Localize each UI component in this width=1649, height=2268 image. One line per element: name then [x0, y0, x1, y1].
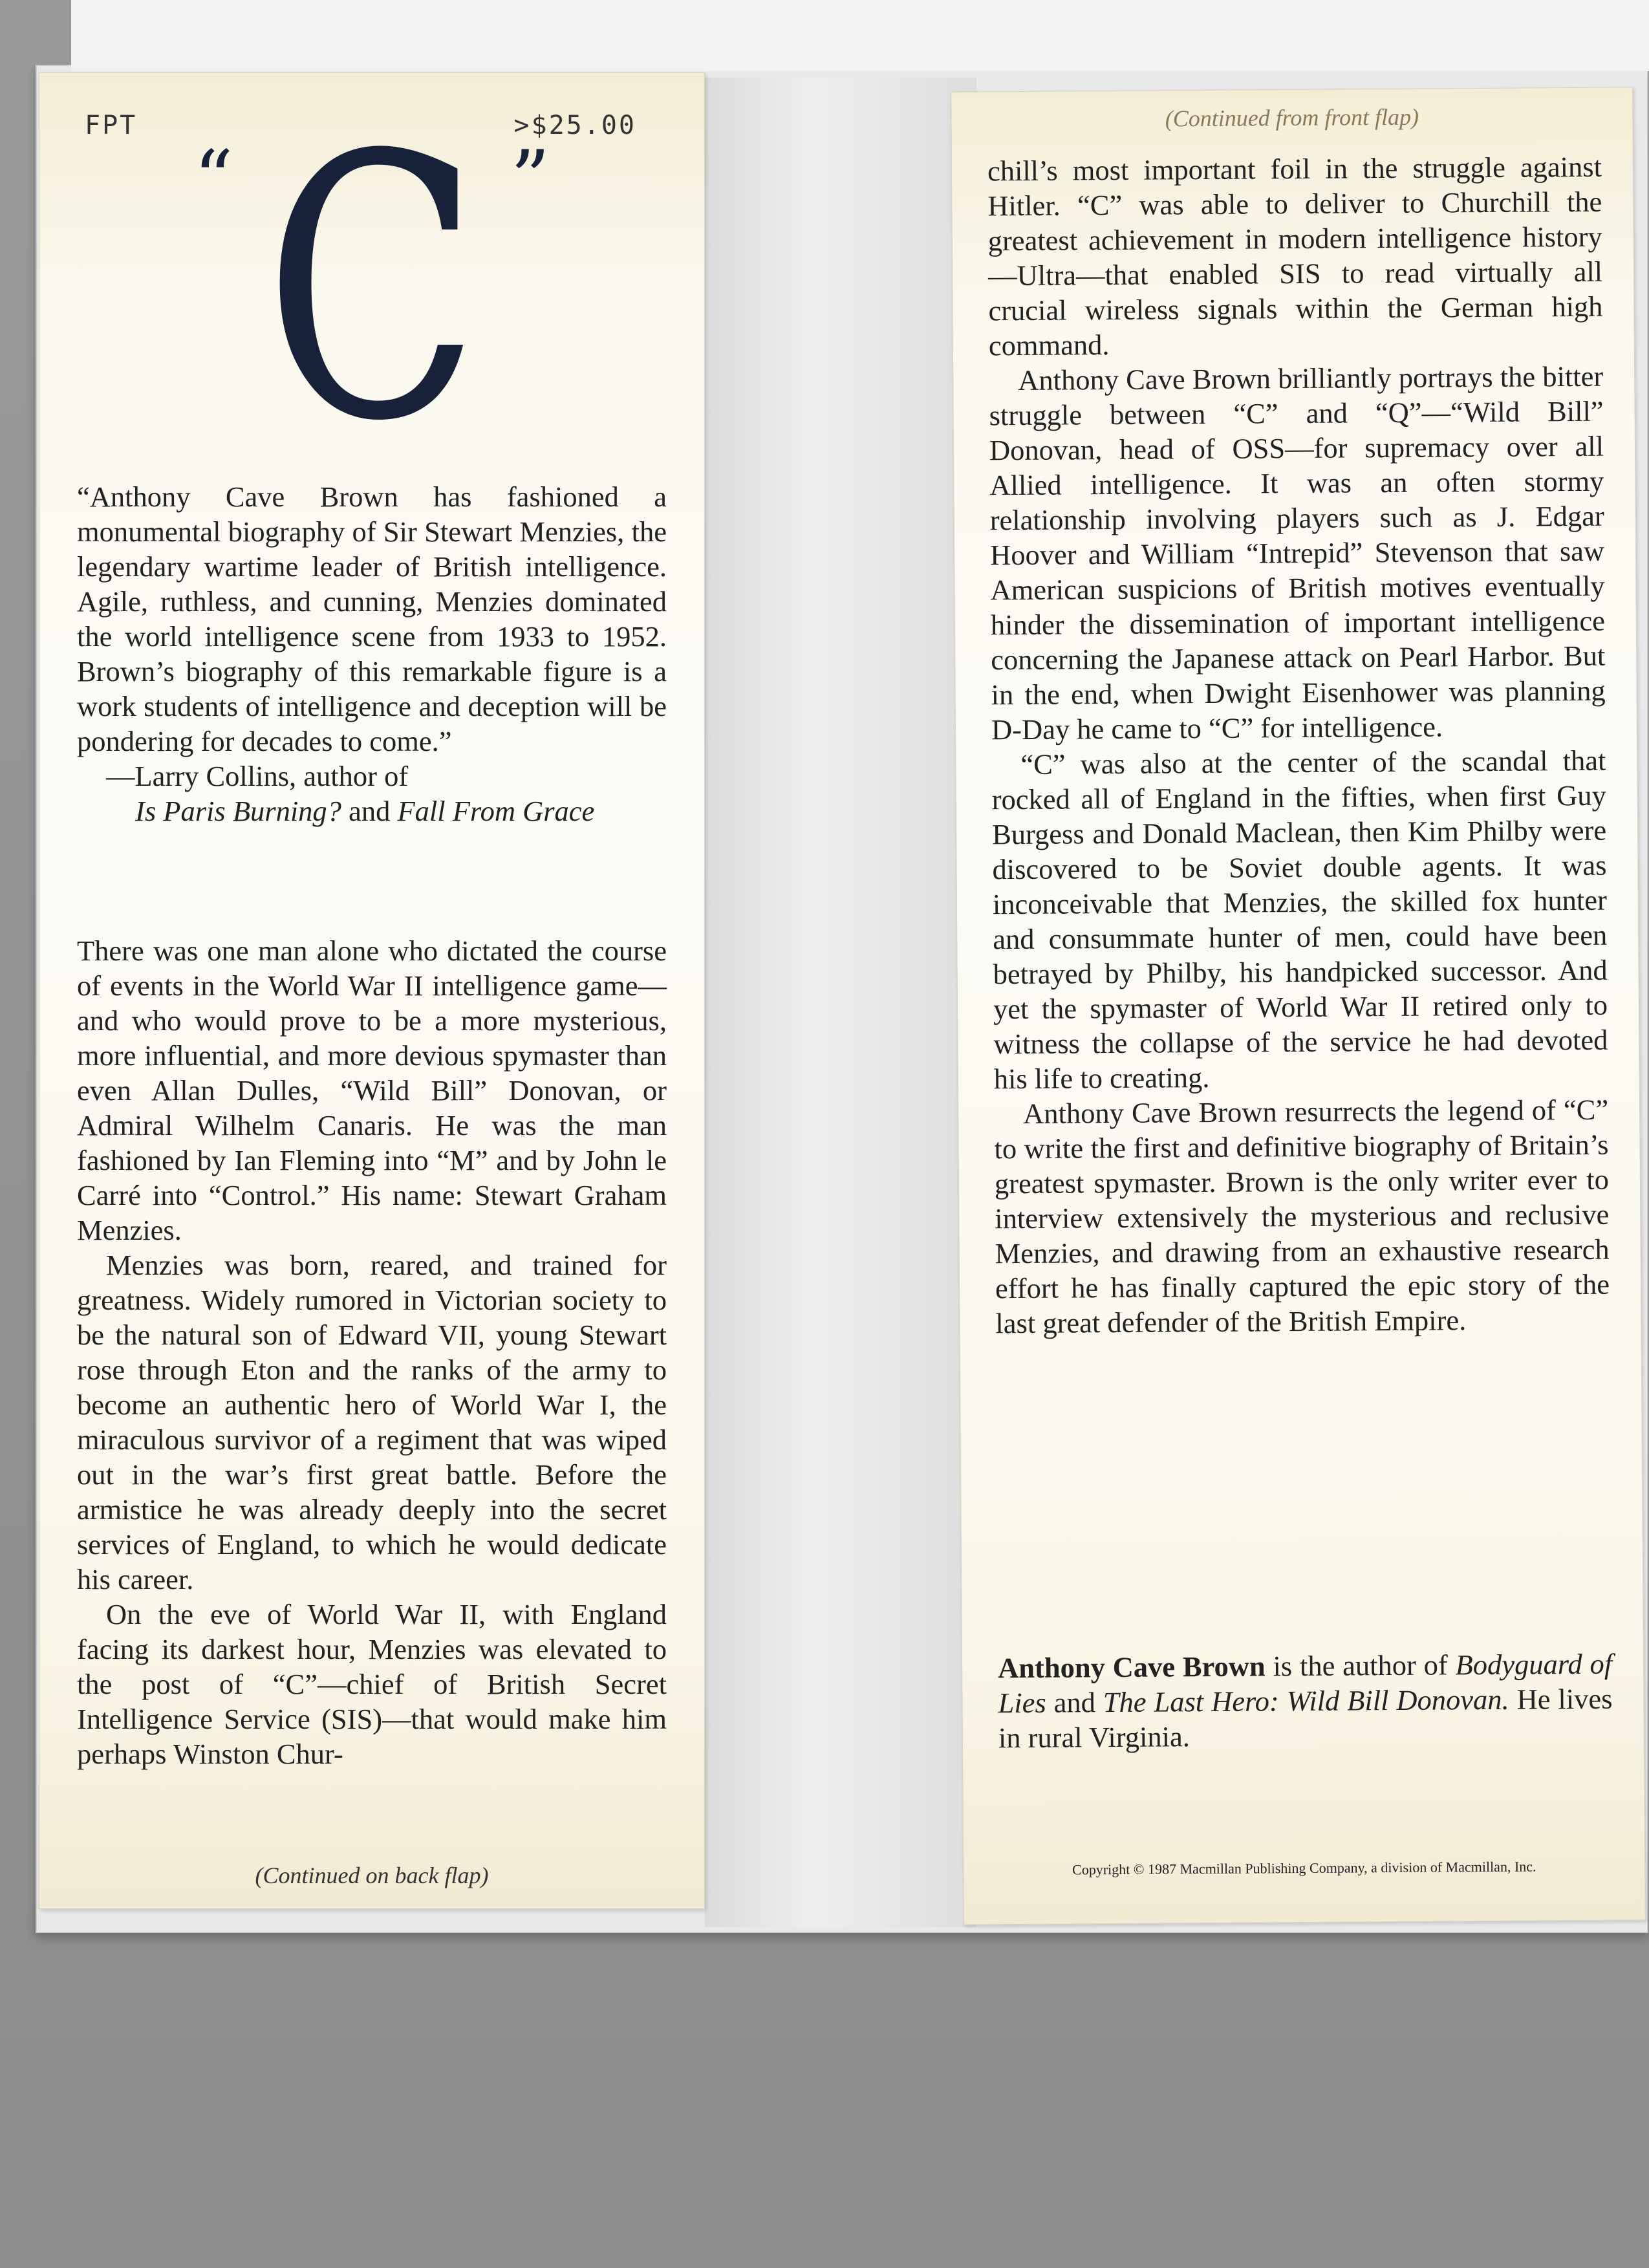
back-flap — [951, 87, 1646, 1925]
quote-text: “Anthony Cave Brown has fashioned a monumental biography of Sir Stewart Menzies, the legendary wartime leader of British intelligence. Agile, ruthless, and cunning, Menzies dominated the world intelligence scene from 1933 to 1952. Brown’s biography of this remarkable figure is a work students of intelligence and deception will be pondering for decades to come.” — [77, 481, 667, 757]
quote-and: and — [341, 795, 398, 827]
bio-and: and — [1046, 1686, 1103, 1719]
copyright-notice: Copyright © 1987 Macmillan Publishing Company, a division of Macmillan, Inc. — [1072, 1858, 1536, 1878]
bio-book-1: Bodyguard of Lies — [998, 1647, 1613, 1720]
endorsement-quote — [77, 479, 667, 828]
quote-books — [77, 794, 667, 828]
author-bio — [998, 1647, 1613, 1756]
front-paragraph: Menzies was born, reared, and trained for greatness. Widely rumored in Victorian society to be the natural son of Edward VII, young Stewart rose through Eton and the ranks of the army to become an authentic hero of World War I, the miraculous survivor of a regiment that was wiped out in the war’s first great battle. Before the armistice he was already deeply into the secret services of England, to which he would dedicate his career. — [77, 1249, 667, 1595]
title-letter: C — [263, 79, 480, 501]
front-flap — [39, 72, 705, 1909]
bio-text-2: He lives in rural Virginia. — [998, 1682, 1613, 1755]
front-paragraph: There was one man alone who dictated the course of events in the World War II intelligence game—and who would prove to be a more mysterious, more influential, and more devious spymaster than even Allan Dulles, “Wild Bill” Donovan, or Admiral Wilhelm Canaris. He was the man fashioned by Ian Fleming into “M” and by John le Carré into “Control.” His name: Stewart Graham Menzies. — [77, 934, 667, 1246]
back-paragraph: Anthony Cave Brown brilliantly portrays the bitter struggle between “C” and “Q”—“Wild Bill” Donovan, head of OSS—for supremacy over all Allied intelligence. It was an often stormy relationship involving players such as J. Edgar Hoover and William “Intrepid” Stevenson that saw American suspicions of British motives eventually hinder the dissemination of important intelligence concerning the Japanese attack on Pearl Harbor. But in the end, when Dwight Eisenhower was planning D-Day he came to “C” for intelligence. — [989, 360, 1606, 746]
continued-on-back-note: (Continued on back flap) — [255, 1863, 489, 1888]
title-open-quote: “ — [193, 135, 233, 224]
quote-book1: Is Paris Burning? — [135, 795, 341, 827]
front-flap-body — [77, 933, 667, 1771]
bio-text-1: is the author of — [1265, 1648, 1456, 1683]
bio-author-name: Anthony Cave Brown — [997, 1650, 1266, 1685]
quote-book2: Fall From Grace — [397, 795, 595, 827]
price-label: >$25.00 — [513, 111, 636, 140]
back-flap-body — [987, 149, 1610, 1341]
spine-fold — [705, 78, 976, 1927]
top-paper-strip — [71, 0, 1649, 71]
title-c — [39, 79, 704, 501]
flap-code: FPT — [85, 111, 138, 140]
continued-from-front-note: (Continued from front flap) — [1165, 103, 1419, 132]
back-paragraph: chill’s most important foil in the struggle against Hitler. “C” was able to deliver to Churchill the greatest achievement in modern intelligence history—Ultra—that enabled SIS to read virtually all crucial wireless signals within the German high command. — [987, 150, 1603, 362]
back-paragraph: “C” was also at the center of the scandal that rocked all of England in the fifties, when first Guy Burgess and Donald Maclean, then Kim Philby were discovered to be Soviet double agents. It was inconceivable that Menzies, the skilled fox hunter and consummate hunter of men, could have been betrayed by Philby, his handpicked successor. And yet the spymaster of World War II retired only to witness the collapse of the service he had devoted his life to creating. — [991, 744, 1608, 1096]
bio-book-2: The Last Hero: Wild Bill Donovan. — [1103, 1683, 1509, 1719]
front-paragraph: On the eve of World War II, with England facing its darkest hour, Menzies was elevated to the post of “C”—chief of British Secret Intelligence Service (SIS)—that would make him perhaps Winston Chur- — [77, 1598, 667, 1770]
title-close-quote: ” — [510, 135, 550, 224]
back-paragraph: Anthony Cave Brown resurrects the legend of “C” to write the first and definitive biography of Britain’s greatest spymaster. Brown is the only writer ever to interview extensively the mysterious and reclusive Menzies, and drawing from an exhaustive research effort he has finally captured the epic story of the last great defender of the British Empire. — [994, 1093, 1610, 1340]
quote-attribution: —Larry Collins, author of — [106, 760, 409, 792]
